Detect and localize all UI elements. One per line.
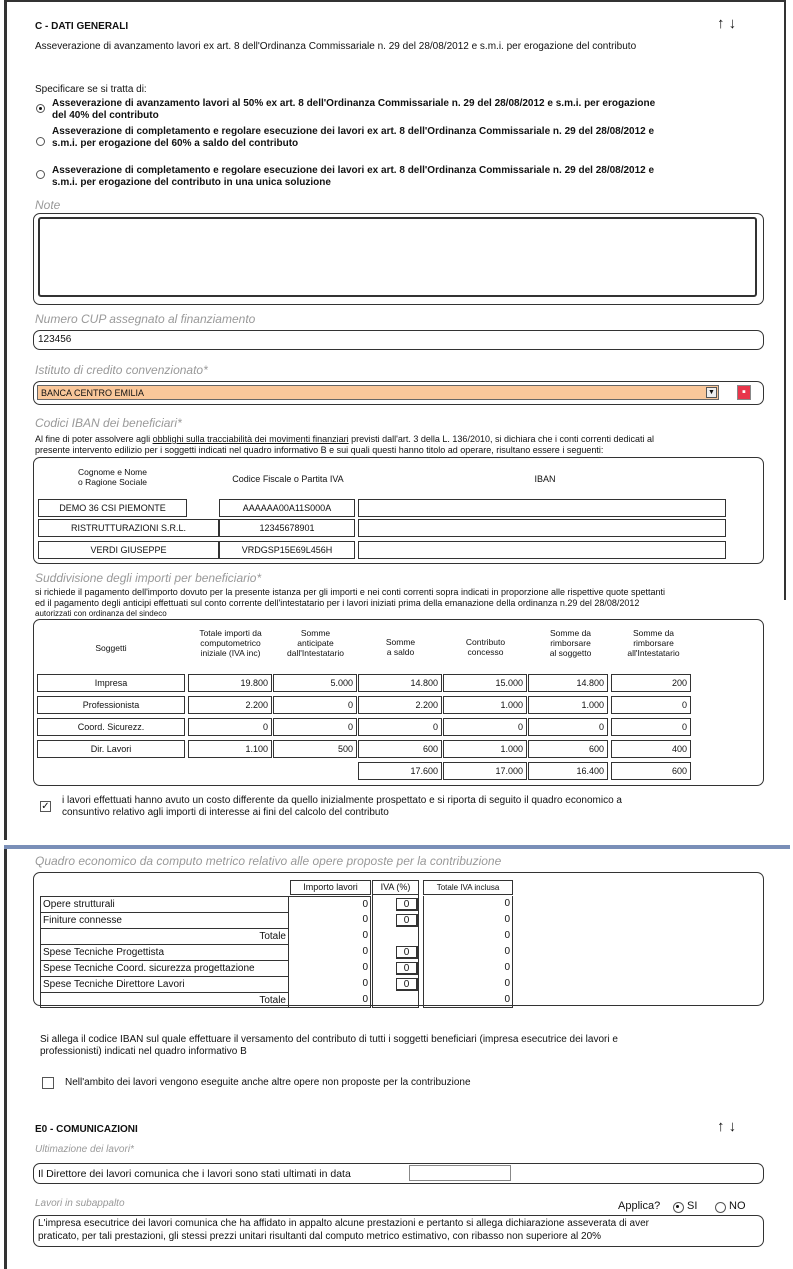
sudd-total-3: 16.400 [528,762,608,780]
option-2-label-line1: Asseverazione di completamento e regolare esecuzione dei lavori ex art. 8 dell'Ordinanza Commissariale n. 29 del 28/08/2012 e [52,126,655,137]
iban-row-3-input[interactable] [358,541,726,559]
sudd-total-2: 17.000 [443,762,527,780]
applica-si-radio[interactable] [673,1202,684,1213]
cup-value: 123456 [38,334,72,345]
quadro-row-1-label: Opere strutturali [40,896,288,912]
iban-header-name-line2: o Ragione Sociale [78,477,147,487]
costo-differente-checkbox[interactable]: ✓ [41,801,50,812]
sudd-header-6-line-0: Somme da [632,628,675,638]
sudd-header-4-line-0: Contributo [465,637,506,647]
sudd-row-4-value-5: 600 [528,740,608,758]
ultimazione-date-input[interactable] [409,1165,511,1181]
quadro-row-6-importo: 0 [288,976,371,992]
quadro-row-1-importo: 0 [288,896,371,912]
remove-istituto-button[interactable]: ▪ [737,385,751,400]
istituto-select[interactable] [37,385,719,400]
sudd-header-6-line-2: all'Intestatario [627,648,680,658]
panel2-left-border [4,849,7,1269]
sudd-header-3 [358,637,443,657]
sudd-header-5-line-1: rimborsare [550,638,591,648]
quadro-header-importo: Importo lavori [290,880,371,895]
section-c-subtitle: Asseverazione di avanzamento lavori ex art. 8 dell'Ordinanza Commissariale n. 29 del 28/08/2012 e s.m.i. per erogazione del contributo [35,41,637,52]
quadro-row-5-iva-input[interactable]: 0 [396,962,418,975]
sudd-header-1-line-0: Totale importi da [199,628,262,638]
altre-opere-checkbox[interactable] [42,1077,54,1089]
quadro-row-5-label: Spese Tecniche Coord. sicurezza progettazione [40,960,288,976]
quadro-row-3-importo: 0 [288,928,371,944]
sudd-row-3-label: Coord. Sicurezz. [37,718,185,736]
quadro-row-4-iva-input[interactable]: 0 [396,946,418,959]
istituto-value: BANCA CENTRO EMILIA [41,388,145,398]
iban-header-name-line1: Cognome e Nome [78,467,147,477]
quadro-row-5-importo: 0 [288,960,371,976]
note-textarea[interactable] [38,217,757,297]
sudd-row-3-value-5: 0 [528,718,608,736]
sudd-row-3-value-6: 0 [611,718,691,736]
sudd-header-6 [611,628,696,658]
sudd-row-2-value-1: 2.200 [188,696,272,714]
quadro-header-totale: Totale IVA inclusa [423,880,513,895]
quadro-row-2-totale: 0 [423,912,513,928]
iban-description-line2: presente intervento edilizio per i soggetti indicati nel quadro informativo B e sui quali questi hanno titolo ad operare, risultano essere i seguenti: [35,445,604,455]
cup-label: Numero CUP assegnato al finanziamento [35,312,256,326]
applica-si-label: SI [687,1200,698,1212]
sudd-desc-line2: ed il pagamento degli anticipi effettuati sul conto corrente dell'intestatario per i lavori iniziati prima della emanazione della ordinanza n.29 del 28/08/2012 [35,598,640,608]
note-label: Note [35,198,61,212]
iban-note-line2: professionisti) indicati nel quadro informativo B [40,1046,247,1057]
quadro-row-3-label: Totale [40,928,288,944]
applica-no-radio[interactable] [715,1202,726,1213]
subappalto-text-line1: L'impresa esecutrice dei lavori comunica che ha affidato in appalto alcune prestazioni e pertanto si allega dichiarazione asseverata di aver [38,1218,649,1229]
quadro-label: Quadro economico da computo metrico relativo alle opere proposte per la contribuzione [35,854,502,868]
sudd-header-2-line-2: dall'Intestatario [287,648,344,658]
costo-line1: i lavori effettuati hanno avuto un costo differente da quello inizialmente prospettato e si riporta di seguito il quadro economico a [62,795,622,806]
applica-no-label: NO [729,1200,746,1212]
sudd-row-1-value-4: 15.000 [443,674,527,692]
sudd-header-2 [273,628,358,658]
quadro-row-4-label: Spese Tecniche Progettista [40,944,288,960]
sudd-header-5-line-2: al soggetto [549,648,592,658]
sudd-row-1-label: Impresa [37,674,185,692]
sudd-row-1-value-1: 19.800 [188,674,272,692]
sudd-header-1-line-1: computometrico [200,638,261,648]
sudd-row-3-value-2[interactable]: 0 [273,718,357,736]
quadro-row-2-importo: 0 [288,912,371,928]
sudd-header-4 [443,637,528,657]
quadro-row-1-iva-input[interactable]: 0 [396,898,418,911]
sudd-row-3-value-1: 0 [188,718,272,736]
iban-row-1-name: DEMO 36 CSI PIEMONTE [38,499,187,517]
istituto-label: Istituto di credito convenzionato* [35,363,208,377]
iban-label: Codici IBAN dei beneficiari* [35,416,182,430]
sudd-header-5-line-0: Somme da [549,628,592,638]
cup-input[interactable] [33,330,764,350]
sudd-row-1-value-5: 14.800 [528,674,608,692]
iban-row-1-input[interactable] [358,499,726,517]
iban-row-2-input[interactable] [358,519,726,537]
panel-separator [4,845,790,849]
sudd-row-2-label: Professionista [37,696,185,714]
section-e0-move-arrows[interactable]: ↑ ↓ [717,1118,737,1135]
sudd-total-1: 17.600 [358,762,442,780]
sudd-row-4-value-1: 1.100 [188,740,272,758]
sudd-row-4-label: Dir. Lavori [37,740,185,758]
section-c-move-arrows[interactable]: ↑ ↓ [717,15,737,32]
quadro-row-6-iva-input[interactable]: 0 [396,978,418,991]
quadro-row-3-totale: 0 [423,928,513,944]
quadro-row-7-label: Totale [40,992,288,1008]
iban-row-3-cf: VRDGSP15E69L456H [219,541,355,559]
option-1-radio[interactable] [36,104,45,113]
sudd-header-6-line-1: rimborsare [633,638,674,648]
sudd-desc-line3: autorizzati con ordinanza del sindeco [35,609,167,618]
sudd-row-3-value-3: 0 [358,718,442,736]
sudd-row-4-value-4: 1.000 [443,740,527,758]
sudd-header-2-line-1: anticipate [297,638,334,648]
iban-row-3-name: VERDI GIUSEPPE [38,541,219,559]
quadro-row-1-totale: 0 [423,896,513,912]
sudd-row-2-value-5: 1.000 [528,696,608,714]
chevron-down-icon[interactable]: ▼ [706,387,717,398]
quadro-row-7-importo: 0 [288,992,371,1008]
panel-right-border [784,0,786,600]
iban-desc-pre: Al fine di poter assolvere agli [35,434,153,444]
ultimazione-label: Ultimazione dei lavori* [35,1144,134,1155]
costo-line2: consuntivo relativo agli importi di interesse ai fini del calcolo del contributo [62,807,389,818]
sudd-header-3-line-1: a saldo [386,647,415,657]
subappalto-label: Lavori in subappalto [35,1198,125,1209]
iban-row-1-cf: AAAAAA00A11S000A [219,499,355,517]
option-3-label-line1: Asseverazione di completamento e regolare esecuzione dei lavori ex art. 8 dell'Ordinanza Commissariale n. 29 del 28/08/2012 e [52,165,655,176]
sudd-row-1-value-3: 14.800 [358,674,442,692]
sudd-row-2-value-6: 0 [611,696,691,714]
sudd-row-3-value-4: 0 [443,718,527,736]
quadro-row-6-label: Spese Tecniche Direttore Lavori [40,976,288,992]
iban-header-iban: IBAN [534,474,556,484]
quadro-row-4-totale: 0 [423,944,513,960]
sudd-label: Suddivisione degli importi per beneficiario* [35,571,262,585]
quadro-header-iva: IVA (%) [372,880,419,895]
quadro-row-6-totale: 0 [423,976,513,992]
sudd-row-4-value-2[interactable]: 500 [273,740,357,758]
sudd-header-5 [528,628,613,658]
option-3-label-line2: s.m.i. per erogazione del contributo in una unica soluzione [52,177,331,188]
quadro-row-7-totale: 0 [423,992,513,1008]
iban-note-line1: Si allega il codice IBAN sul quale effettuare il versamento del contributo di tutti i soggetti beneficiari (impresa esecutrice dei lavori e [40,1034,618,1045]
quadro-row-2-label: Finiture connesse [40,912,288,928]
sudd-total-4: 600 [611,762,691,780]
option-2-radio[interactable] [36,137,45,146]
sudd-header-1 [188,628,273,658]
sudd-row-2-value-2[interactable]: 0 [273,696,357,714]
iban-row-2-cf: 12345678901 [219,519,355,537]
iban-header-cf: Codice Fiscale o Partita IVA [232,474,344,484]
sudd-desc-line1: si richiede il pagamento dell'importo dovuto per la presente istanza per gli importi e nei conti correnti sopra indicati in proporzione alle rispettive quote spettanti [35,587,666,597]
section-c-title: C - DATI GENERALI [35,21,129,32]
sudd-row-2-value-3: 2.200 [358,696,442,714]
sudd-row-4-value-3: 600 [358,740,442,758]
quadro-row-5-totale: 0 [423,960,513,976]
sudd-header-4-line-1: concesso [467,647,504,657]
iban-desc-post: previsti dall'art. 3 della L. 136/2010, si dichiara che i conti correnti dedicati al [348,434,655,444]
option-2-label-line2: s.m.i. per erogazione del 60% a saldo del contributo [52,138,299,149]
sudd-row-4-value-6: 400 [611,740,691,758]
option-1-label-line1: Asseverazione di avanzamento lavori al 50% ex art. 8 dell'Ordinanza Commissariale n. 29 del 28/08/2012 e s.m.i. per erogazione [52,98,656,109]
altre-opere-label: Nell'ambito dei lavori vengono eseguite anche altre opere non proposte per la contribuzione [65,1077,471,1088]
sudd-row-1-value-2[interactable]: 5.000 [273,674,357,692]
sudd-row-2-value-4: 1.000 [443,696,527,714]
section-e0-title: E0 - COMUNICAZIONI [35,1124,138,1135]
ultimazione-text: Il Direttore dei lavori comunica che i lavori sono stati ultimati in data [38,1168,351,1180]
sudd-header-2-line-0: Somme [300,628,331,638]
specify-label: Specificare se si tratta di: [35,84,147,95]
sudd-header-0 [37,643,185,653]
quadro-row-2-iva-input[interactable]: 0 [396,914,418,927]
option-1-label-line2: del 40% del contributo [52,110,159,121]
panel-top-border [4,0,786,2]
sudd-row-1-value-6: 200 [611,674,691,692]
quadro-row-4-importo: 0 [288,944,371,960]
panel-left-border [4,0,7,840]
iban-row-2-name: RISTRUTTURAZIONI S.R.L. [38,519,219,537]
sudd-header-0-line-0: Soggetti [95,643,127,653]
applica-label: Applica? [618,1200,661,1212]
subappalto-text-line2: praticato, per tali prestazioni, gli stessi prezzi unitari risultanti dal computo metrico estimativo, con ribasso non superiore al 20% [38,1231,602,1242]
sudd-header-3-line-0: Somme [385,637,416,647]
sudd-header-1-line-2: iniziale (IVA inc) [200,648,261,658]
option-3-radio[interactable] [36,170,45,179]
tracciabilita-link[interactable]: obblighi sulla tracciabilità dei movimenti finanziari [152,434,349,444]
iban-header-name [38,467,187,487]
